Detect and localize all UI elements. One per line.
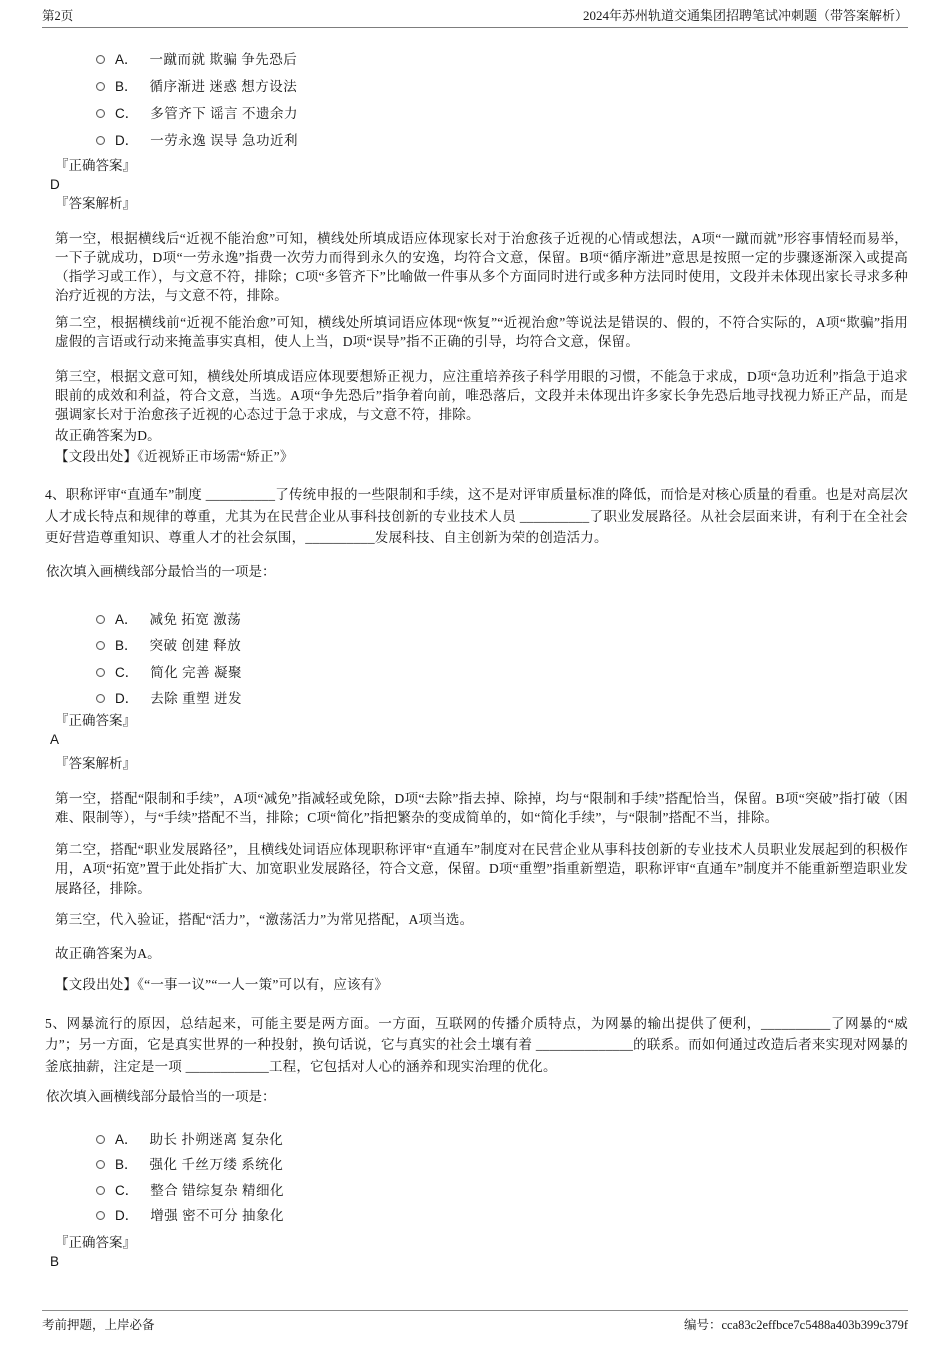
source-line: 【文段出处】《近视矫正市场需“矫正”》 <box>55 449 294 464</box>
option-row-c[interactable] <box>96 658 908 685</box>
option-row-c[interactable] <box>96 98 908 125</box>
option-letter: B． <box>115 1157 138 1173</box>
radio-button-b[interactable] <box>96 641 105 650</box>
answer-analysis-label: 『答案解析』 <box>55 755 136 771</box>
option-text: 多管齐下 谣言 不遗余力 <box>150 105 298 121</box>
analysis-paragraph: 第一空，根据横线后“近视不能治愈”可知，横线处所填成语应体现家长对于治愈孩子近视的心情或想法，A项“一蹴而就”形容事情轻而易举，一下子就成功，D项“一劳永逸”指费一次劳力而得到永久的安逸，均符合文意，保留。B项“循序渐进”意思是按照一定的步骤逐渐深入或提高（指学习或工作），与文意不符，排除；C项“多管齐下”比喻做一件事从多个方面同时进行或多种方法同时使用，文段并未体现出家长寻求多种治疗近视的方法，与文意不符，排除。 <box>55 231 908 303</box>
option-row-b[interactable] <box>96 71 908 98</box>
question5-options <box>96 1125 908 1227</box>
option-text: 一蹴而就 欺骗 争先恐后 <box>149 51 298 67</box>
analysis-paragraph: 第二空，根据横线前“近视不能治愈”可知，横线处所填词语应体现“恢复”“近视治愈”等说法是错误的、假的，不符合实际的，A项“欺骗”指用虚假的言语或行动来掩盖事实真相，使人上当，D项“误导”指不正确的引导，均符合文意，保留。 <box>55 315 908 349</box>
radio-button-a[interactable] <box>96 615 105 624</box>
option-letter: B． <box>115 78 138 94</box>
radio-button-c[interactable] <box>96 1186 105 1195</box>
option-letter: C． <box>115 1182 139 1198</box>
option-text: 简化 完善 凝聚 <box>150 664 242 680</box>
option-row-a[interactable] <box>96 44 908 71</box>
option-text: 整合 错综复杂 精细化 <box>150 1182 284 1198</box>
radio-button-b[interactable] <box>96 82 105 91</box>
page-header <box>42 0 908 28</box>
footer-serial-number: 编号：cca83c2effbce7c5488a403b399c379f <box>684 1318 908 1332</box>
option-row-d[interactable] <box>96 1202 908 1228</box>
question3-options <box>96 44 908 152</box>
option-text: 减免 拓宽 激荡 <box>149 611 242 627</box>
option-letter: C． <box>115 105 139 121</box>
radio-button-a[interactable] <box>96 1135 105 1144</box>
correct-answer-value: D <box>50 177 60 192</box>
analysis-paragraph: 第三空，根据文意可知，横线处所填成语应体现要想矫正视力，应注重培养孩子科学用眼的习惯，不能急于求成，D项“急功近利”指急于追求眼前的成效和利益，符合文意，当选。A项“争先恐后”指争着向前，唯恐落后，文段并未体现出许多家长争先恐后地寻找视力矫正产品，而是强调家长对于治愈孩子近视的心态过于急于求成，与文意不符，排除。 <box>55 369 908 422</box>
question4-options <box>96 605 908 711</box>
analysis-paragraph: 第三空，代入验证，搭配“活力”，“激荡活力”为常见搭配，A项当选。 <box>55 912 474 927</box>
option-row-b[interactable] <box>96 1151 908 1177</box>
page-number: 第2页 <box>42 9 74 23</box>
option-letter: D． <box>115 691 139 707</box>
option-text: 循序渐进 迷惑 想方设法 <box>149 78 298 94</box>
answer-analysis-label: 『答案解析』 <box>55 196 136 211</box>
option-letter: D． <box>115 1208 139 1224</box>
option-text: 突破 创建 释放 <box>149 638 242 654</box>
radio-button-c[interactable] <box>96 668 105 677</box>
option-letter: A． <box>115 51 138 67</box>
radio-button-d[interactable] <box>96 1211 105 1220</box>
radio-button-a[interactable] <box>96 55 105 64</box>
option-text: 强化 千丝万缕 系统化 <box>149 1157 284 1173</box>
question5-prompt: 依次填入画横线部分最恰当的一项是： <box>46 1089 276 1104</box>
option-letter: D． <box>115 132 139 148</box>
page-footer <box>42 1310 908 1332</box>
option-letter: B． <box>115 638 138 654</box>
option-text: 助长 扑朔迷离 复杂化 <box>149 1131 284 1147</box>
option-row-b[interactable] <box>96 631 908 658</box>
option-text: 一劳永逸 误导 急功近利 <box>150 132 298 148</box>
option-row-a[interactable] <box>96 1125 908 1151</box>
correct-answer-label: 『正确答案』 <box>55 712 136 728</box>
option-letter: A． <box>115 1131 138 1147</box>
radio-button-b[interactable] <box>96 1160 105 1169</box>
question4-prompt: 依次填入画横线部分最恰当的一项是： <box>46 563 276 579</box>
option-row-c[interactable] <box>96 1176 908 1202</box>
document-title: 2024年苏州轨道交通集团招聘笔试冲刺题（带答案解析） <box>582 8 908 23</box>
radio-button-d[interactable] <box>96 136 105 145</box>
radio-button-d[interactable] <box>96 694 105 703</box>
correct-answer-label: 『正确答案』 <box>55 1235 136 1250</box>
question5-stem: 5、网暴流行的原因，总结起来，可能主要是两方面。一方面，互联网的传播介质特点，为网暴的输出提供了便利，__________了网暴的“威力”；另一方面，它是真实世界的一种投射，换句话说，它与真实的社会土壤有着 ______________的联系。而如何通过改造后者来实现对网暴的釜底抽薪，注定是一项 ____________工程，它包括对人心的涵养和现实治理的优化。 <box>45 1015 908 1074</box>
option-row-d[interactable] <box>96 125 908 152</box>
radio-button-c[interactable] <box>96 109 105 118</box>
option-text: 去除 重塑 迸发 <box>150 691 242 707</box>
correct-answer-value: B <box>50 1254 60 1269</box>
conclusion-line: 故正确答案为D。 <box>55 428 161 443</box>
analysis-paragraph: 第二空，搭配“职业发展路径”，且横线处词语应体现职称评审“直通车”制度对在民营企业从事科技创新的专业技术人员职业发展起到的积极作用，A项“拓宽”置于此处指扩大、加宽职业发展路径，符合文意，保留。D项“重塑”指重新塑造，职称评审“直通车”制度并不能重新塑造职业发展路径，排除。 <box>55 841 908 896</box>
option-text: 增强 密不可分 抽象化 <box>150 1208 284 1224</box>
option-row-a[interactable] <box>96 605 908 632</box>
conclusion-line: 故正确答案为A。 <box>55 945 161 961</box>
source-line: 【文段出处】《“一事一议”“一人一策”可以有，应该有》 <box>55 976 389 992</box>
footer-slogan: 考前押题，上岸必备 <box>42 1318 155 1332</box>
question4-stem: 4、职称评审“直通车”制度 __________了传统申报的一些限制和手续，这不是对评审质量标准的降低，而恰是对核心质量的看重。也是对高层次人才成长特点和规律的尊重，尤其为在民营企业从事科技创新的专业技术人员 __________了职业发展路径。从社会层面来讲，有利于在全社会更好营造尊重知识、尊重人才的社会氛围，__________发展科技、自主创新为荣的创造活力。 <box>45 487 908 545</box>
option-letter: A． <box>115 611 138 627</box>
correct-answer-value: A <box>50 731 60 747</box>
option-row-d[interactable] <box>96 684 908 711</box>
analysis-paragraph: 第一空，搭配“限制和手续”，A项“减免”指减轻或免除，D项“去除”指去掉、除掉，均与“限制和手续”搭配恰当，保留。B项“突破”指打破（困难、限制等），与“手续”搭配不当，排除；C项“简化”指把繁杂的变成简单的，如“简化手续”，与“限制”搭配不当，排除。 <box>55 790 908 825</box>
option-letter: C． <box>115 664 139 680</box>
correct-answer-label: 『正确答案』 <box>55 158 136 173</box>
